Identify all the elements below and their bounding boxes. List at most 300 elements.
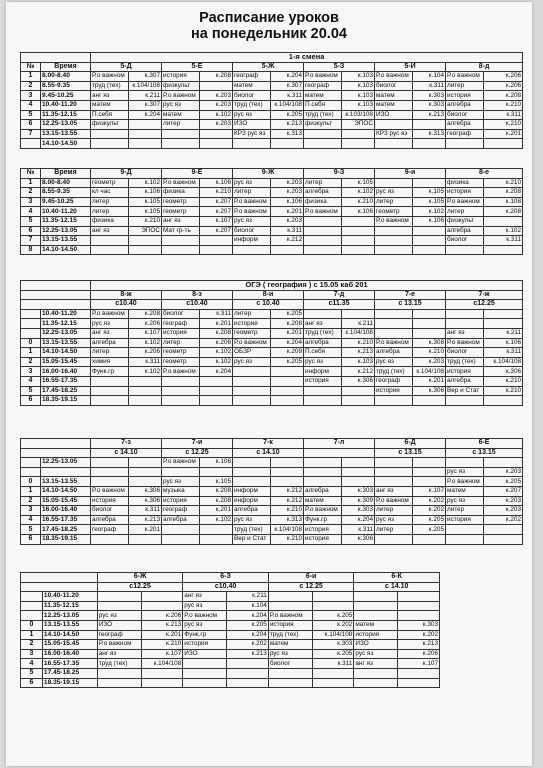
lesson-time: 16.55-17.35: [41, 515, 91, 525]
room-cell: к.311: [129, 506, 162, 516]
subject-cell: [446, 525, 484, 535]
subject-cell: физкульт: [304, 120, 342, 130]
room-cell: к.205: [484, 477, 523, 487]
table-row: [21, 396, 523, 406]
room-cell: [413, 458, 446, 468]
room-cell: к.104/108: [312, 630, 354, 640]
table-row: [21, 129, 523, 139]
lesson-time: 18.35-19.15: [41, 534, 91, 544]
room-cell: к.105: [413, 197, 446, 207]
room-cell: [398, 668, 440, 678]
room-cell: к.103/108: [342, 110, 375, 120]
room-cell: [200, 245, 233, 255]
subject-cell: [375, 458, 413, 468]
lesson-number: 1: [21, 348, 41, 358]
class-header: 9-З: [304, 169, 375, 179]
subject-cell: матем: [304, 91, 342, 101]
room-cell: [413, 178, 446, 188]
subject-cell: музыка: [162, 486, 200, 496]
room-cell: [342, 216, 375, 226]
subject-cell: матем: [304, 496, 342, 506]
subject-cell: Р.о важном: [233, 338, 271, 348]
lesson-number: 6: [21, 226, 41, 236]
subject-cell: Р.о важном: [162, 91, 200, 101]
room-cell: к.104/108: [484, 357, 523, 367]
subject-cell: литер: [446, 506, 484, 516]
room-cell: [129, 245, 162, 255]
room-cell: к.206: [484, 72, 523, 82]
lesson-number: 4: [21, 207, 41, 217]
blank-cell: [200, 467, 233, 477]
subject-cell: алгебра: [91, 515, 129, 525]
room-cell: [413, 396, 446, 406]
table-row: [21, 309, 523, 319]
lesson-time: 13.15-13.55: [41, 338, 91, 348]
lesson-number: 5: [21, 525, 41, 535]
room-cell: к.107: [398, 659, 440, 669]
class-header: 9-Д: [91, 169, 162, 179]
start-time: с 14.10: [354, 582, 440, 592]
subject-cell: информ: [233, 496, 271, 506]
exam-note: ОГЭ ( география ) с 15.05 каб 201: [91, 281, 523, 291]
header-row: [21, 439, 523, 449]
table-row: [21, 226, 523, 236]
subject-cell: история: [304, 534, 342, 544]
table-row: [21, 72, 523, 82]
room-cell: к.203: [271, 188, 304, 198]
subject-cell: история: [446, 188, 484, 198]
subject-cell: [375, 309, 413, 319]
room-cell: [129, 396, 162, 406]
blank-cell: [342, 467, 375, 477]
room-cell: [141, 668, 183, 678]
room-cell: [200, 396, 233, 406]
subject-cell: Р.о важном: [446, 72, 484, 82]
lesson-number: 5: [21, 668, 43, 678]
room-cell: к.210: [484, 100, 523, 110]
lesson-time: 10.40-11.20: [41, 100, 91, 110]
room-cell: к.208: [200, 328, 233, 338]
room-cell: к.311: [342, 525, 375, 535]
room-cell: [413, 534, 446, 544]
lesson-number: [21, 592, 43, 602]
blank-cell: [304, 467, 342, 477]
subject-cell: труд (тех): [233, 525, 271, 535]
class-header: 7-и: [162, 439, 233, 449]
table-row: [21, 477, 523, 487]
room-cell: к.201: [200, 506, 233, 516]
subject-cell: Р.о важном: [233, 207, 271, 217]
subject-cell: географ: [162, 319, 200, 329]
lesson-time: 12.25-13.05: [41, 120, 91, 130]
class-header: 7-л: [304, 439, 375, 449]
room-cell: к.205: [271, 357, 304, 367]
lesson-time: 17.45-18.25: [41, 525, 91, 535]
subject-cell: [446, 245, 484, 255]
room-cell: к.311: [484, 348, 523, 358]
subject-cell: [304, 139, 342, 149]
subject-cell: [375, 396, 413, 406]
room-cell: к.210: [484, 120, 523, 130]
start-time: с 13.15: [446, 448, 523, 458]
lesson-time: 10.40-11.20: [41, 207, 91, 217]
room-cell: [484, 396, 523, 406]
subject-cell: рус яз: [354, 649, 398, 659]
lesson-time: 8.00-8.40: [41, 178, 91, 188]
room-cell: [413, 477, 446, 487]
room-cell: [200, 81, 233, 91]
subject-cell: [304, 396, 342, 406]
shift-title: 1-я смена: [91, 53, 523, 63]
subject-cell: история: [162, 328, 200, 338]
subject-cell: [375, 236, 413, 246]
lesson-number: 0: [21, 477, 41, 487]
lesson-number: 2: [21, 188, 41, 198]
room-cell: к.102: [200, 515, 233, 525]
room-cell: к.212: [271, 236, 304, 246]
room-cell: ЭПОС: [342, 120, 375, 130]
subject-cell: [375, 120, 413, 130]
table-row: [21, 668, 440, 678]
room-cell: [484, 216, 523, 226]
room-cell: к.213: [129, 515, 162, 525]
room-cell: [271, 458, 304, 468]
subject-cell: алгебра: [304, 486, 342, 496]
subject-cell: история: [375, 386, 413, 396]
subject-cell: Р.о важном: [304, 72, 342, 82]
table-row: [21, 601, 440, 611]
subject-cell: Функ.гр: [91, 367, 129, 377]
blank-cell: [21, 281, 91, 291]
lesson-number: 1: [21, 178, 41, 188]
room-cell: к.105: [129, 197, 162, 207]
lesson-time: 9.45-10.25: [41, 91, 91, 101]
room-cell: [398, 678, 440, 688]
lesson-number: 3: [21, 367, 41, 377]
room-cell: [342, 129, 375, 139]
room-cell: [271, 367, 304, 377]
lesson-time: 16.55-17.35: [42, 659, 97, 669]
subject-cell: [375, 139, 413, 149]
room-cell: к.102: [484, 226, 523, 236]
table-row: [21, 678, 440, 688]
subject-cell: геометр: [162, 357, 200, 367]
subject-cell: географ: [304, 81, 342, 91]
lesson-time: 18.35-19.15: [41, 396, 91, 406]
subject-cell: рус яз: [162, 100, 200, 110]
room-cell: [271, 396, 304, 406]
lesson-number: 6: [21, 678, 43, 688]
room-cell: [200, 129, 233, 139]
room-cell: к.210: [484, 376, 523, 386]
room-cell: к.303: [342, 486, 375, 496]
lesson-number: 8: [21, 245, 41, 255]
room-cell: [129, 120, 162, 130]
room-cell: к.206: [398, 649, 440, 659]
subject-cell: рус яз: [375, 188, 413, 198]
room-cell: к.205: [413, 525, 446, 535]
room-cell: к.306: [484, 367, 523, 377]
subject-cell: труд (тех): [304, 110, 342, 120]
lesson-time: 11.35-12.15: [41, 216, 91, 226]
subject-cell: [354, 668, 398, 678]
room-cell: [398, 611, 440, 621]
room-cell: к.303: [312, 640, 354, 650]
subject-cell: рус яз: [233, 178, 271, 188]
start-time: с 13.15: [375, 300, 446, 310]
start-time: с 13.15: [375, 448, 446, 458]
subject-cell: Р.о важном: [446, 197, 484, 207]
subject-cell: информ: [233, 236, 271, 246]
room-cell: к.204: [271, 72, 304, 82]
lesson-time: 14.10-14.50: [42, 630, 97, 640]
subject-cell: литер: [91, 197, 129, 207]
subject-cell: [162, 236, 200, 246]
start-row: [21, 448, 523, 458]
subject-cell: ИЗО: [354, 640, 398, 650]
subject-cell: [233, 139, 271, 149]
subject-cell: географ: [375, 376, 413, 386]
subject-cell: [162, 139, 200, 149]
start-time: с 10.40: [233, 300, 304, 310]
header-row: [21, 573, 440, 583]
table-row: [21, 139, 523, 149]
room-cell: к.102: [200, 110, 233, 120]
start-time: с12.25: [446, 300, 523, 310]
subject-cell: Функ.гр: [304, 515, 342, 525]
room-cell: [129, 139, 162, 149]
room-cell: к.203: [484, 506, 523, 516]
subject-cell: геометр: [233, 328, 271, 338]
subject-cell: литер: [304, 178, 342, 188]
lesson-time: 14.10-14.50: [41, 348, 91, 358]
room-cell: к.104/108: [129, 81, 162, 91]
room-cell: к.210: [141, 640, 183, 650]
room-cell: к.208: [129, 309, 162, 319]
room-cell: к.104/108: [271, 525, 304, 535]
subject-cell: матем: [233, 81, 271, 91]
room-cell: к.213: [342, 348, 375, 358]
lesson-number: 5: [21, 110, 41, 120]
subject-cell: [304, 236, 342, 246]
room-cell: [271, 477, 304, 487]
subject-cell: [162, 386, 200, 396]
room-cell: к.104/108: [271, 100, 304, 110]
room-cell: [129, 458, 162, 468]
room-cell: к.102: [200, 348, 233, 358]
room-cell: к.313: [271, 515, 304, 525]
room-cell: [484, 458, 523, 468]
subject-cell: [91, 477, 129, 487]
subject-cell: рус яз: [233, 515, 271, 525]
subject-cell: анг яз: [91, 91, 129, 101]
start-row: [21, 582, 440, 592]
table-row: [21, 525, 523, 535]
table-row: [21, 376, 523, 386]
table-row: [21, 649, 440, 659]
subject-cell: история: [183, 640, 227, 650]
room-cell: к.208: [200, 72, 233, 82]
subject-cell: физика: [162, 188, 200, 198]
lesson-time: 12.25-13.05: [41, 226, 91, 236]
class-header: 9-Е: [162, 169, 233, 179]
subject-cell: [91, 396, 129, 406]
lesson-number: [21, 328, 41, 338]
subject-cell: [97, 678, 141, 688]
table-row: [21, 386, 523, 396]
room-cell: [271, 386, 304, 396]
room-cell: к.106: [484, 338, 523, 348]
subject-cell: ИЗО: [375, 110, 413, 120]
room-cell: к.303: [413, 100, 446, 110]
subject-cell: Р.о важном: [304, 207, 342, 217]
subject-cell: анг яз: [375, 486, 413, 496]
room-cell: к.311: [484, 110, 523, 120]
subject-cell: [268, 678, 312, 688]
class-header: 9-и: [375, 169, 446, 179]
table-row: [21, 319, 523, 329]
room-cell: [484, 139, 523, 149]
room-cell: к.207: [200, 197, 233, 207]
table-row: [21, 207, 523, 217]
subject-cell: труд (тех): [446, 357, 484, 367]
subject-cell: матем: [375, 100, 413, 110]
header-row: [21, 290, 523, 300]
subject-cell: [375, 319, 413, 329]
room-cell: к.104/108: [342, 328, 375, 338]
room-cell: к.208: [200, 486, 233, 496]
room-cell: [227, 659, 269, 669]
subject-cell: литер: [375, 525, 413, 535]
table-row: [21, 338, 523, 348]
class-header: 9-Ж: [233, 169, 304, 179]
lesson-number: 1: [21, 72, 41, 82]
room-cell: к.203: [200, 100, 233, 110]
subject-cell: ОБЗР: [233, 348, 271, 358]
room-cell: к.102: [129, 178, 162, 188]
room-cell: к.203: [200, 91, 233, 101]
subject-cell: рус яз: [233, 357, 271, 367]
subject-cell: труд (тех): [91, 81, 129, 91]
subject-cell: физкульт: [91, 120, 129, 130]
subject-cell: история: [446, 515, 484, 525]
blank-cell: [21, 573, 98, 583]
room-cell: к.202: [484, 515, 523, 525]
subject-cell: анг яз: [91, 226, 129, 236]
lesson-time: 10.40-11.20: [41, 309, 91, 319]
lesson-time: 8.00-8.40: [41, 72, 91, 82]
class-header: 6-Е: [446, 439, 523, 449]
room-cell: к.213: [413, 110, 446, 120]
subject-cell: биолог: [446, 348, 484, 358]
room-cell: к.210: [484, 178, 523, 188]
subject-cell: [91, 129, 129, 139]
subject-cell: рус яз: [91, 319, 129, 329]
room-cell: к.201: [200, 319, 233, 329]
room-cell: к.102: [129, 367, 162, 377]
room-cell: к.213: [398, 640, 440, 650]
subject-cell: [446, 319, 484, 329]
subject-cell: КРЗ рус яз: [233, 129, 271, 139]
room-cell: [227, 668, 269, 678]
class-header: 5-З: [304, 62, 375, 72]
table-row: [21, 120, 523, 130]
subject-cell: Р.о важном: [91, 309, 129, 319]
subject-cell: рус яз: [97, 611, 141, 621]
room-cell: к.102: [413, 207, 446, 217]
class-header: 5-Е: [162, 62, 233, 72]
subject-cell: [91, 534, 129, 544]
room-cell: [312, 678, 354, 688]
room-cell: к.306: [129, 496, 162, 506]
class-header: 8-е: [446, 169, 523, 179]
subject-cell: Р.о важном: [162, 178, 200, 188]
subject-cell: [162, 245, 200, 255]
subject-cell: физкульт: [162, 81, 200, 91]
subject-cell: литер: [162, 338, 200, 348]
subject-cell: [162, 376, 200, 386]
lesson-time: 10.40-11.20: [42, 592, 97, 602]
subject-cell: геометр: [91, 178, 129, 188]
room-cell: к.201: [129, 525, 162, 535]
subject-cell: [91, 245, 129, 255]
room-cell: к.106: [129, 188, 162, 198]
lesson-number: 4: [21, 100, 41, 110]
subject-cell: [304, 216, 342, 226]
room-cell: [342, 236, 375, 246]
lesson-time: 17.45-18.25: [42, 668, 97, 678]
blank-cell: [91, 467, 129, 477]
table-row: [21, 81, 523, 91]
start-time: с 12.25: [162, 448, 233, 458]
room-cell: к.206: [484, 81, 523, 91]
lesson-time: 11.35-12.15: [42, 601, 97, 611]
room-cell: [342, 139, 375, 149]
room-cell: к.202: [413, 496, 446, 506]
blank-cell: [21, 448, 91, 458]
subject-cell: история: [304, 376, 342, 386]
subject-cell: история: [354, 630, 398, 640]
room-cell: к.202: [227, 640, 269, 650]
table-row: [21, 506, 523, 516]
subject-cell: [91, 386, 129, 396]
room-cell: к.311: [271, 91, 304, 101]
subject-cell: литер: [91, 207, 129, 217]
subject-cell: [446, 458, 484, 468]
room-cell: к.311: [484, 236, 523, 246]
room-cell: к.209: [271, 348, 304, 358]
room-cell: к.205: [271, 309, 304, 319]
subject-cell: [375, 477, 413, 487]
blank-cell: [233, 467, 271, 477]
room-cell: к.211: [484, 328, 523, 338]
subject-cell: геометр: [162, 207, 200, 217]
room-cell: [413, 226, 446, 236]
room-cell: к.213: [227, 649, 269, 659]
subject-cell: [304, 386, 342, 396]
subject-cell: [304, 477, 342, 487]
lesson-time: 12.25-13.05: [41, 328, 91, 338]
room-cell: [141, 601, 183, 611]
room-cell: к.106: [413, 216, 446, 226]
num-header: №: [21, 169, 41, 179]
lesson-number: 0: [21, 620, 43, 630]
subject-cell: история: [91, 496, 129, 506]
lesson-number: 2: [21, 640, 43, 650]
table-grade-7-6: [20, 438, 523, 545]
table-row: [21, 236, 523, 246]
start-time: с 14.10: [233, 448, 304, 458]
